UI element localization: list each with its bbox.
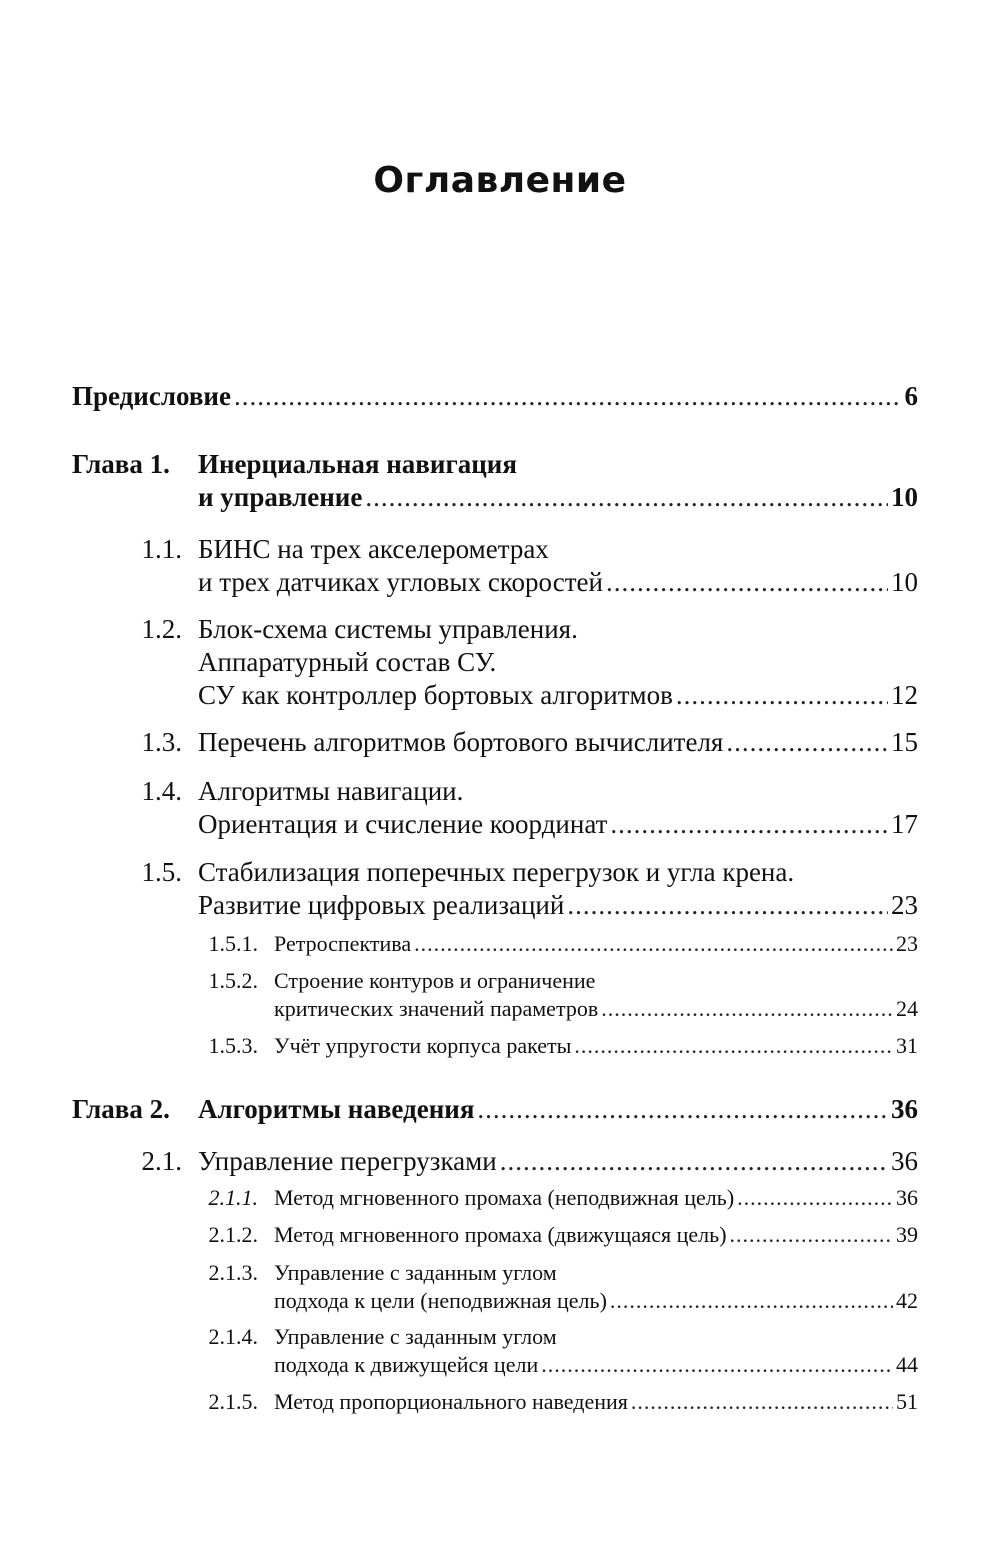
toc-dot-leader [631,1388,893,1416]
toc-dot-leader [610,808,888,841]
toc-entry-number: Глава 2. [72,1094,170,1124]
toc-entry-number: 2.1.1. [208,1185,258,1210]
toc-entry-line: Ретроспектива [274,931,412,956]
toc-dot-leader [601,995,893,1023]
toc-dot-leader [737,1184,893,1212]
toc-page-number: 17 [891,809,918,839]
toc-page-number: 36 [896,1185,918,1210]
toc-entry-subsection-2-1-1[interactable] [186,1184,918,1212]
toc-entry-section-1-2[interactable] [120,613,918,712]
toc-entry-number: 1.3. [141,727,182,757]
toc-dot-leader [477,1093,888,1126]
toc-entry-line: Аппаратурный состав СУ. [198,647,497,677]
toc-page-number: 10 [891,482,918,512]
toc-entry-section-1-5[interactable] [120,856,918,922]
toc-entry-line: Алгоритмы наведения [198,1094,475,1124]
toc-entry-line: Инерциальная навигация [198,449,517,479]
toc-entry-line: Строение контуров и ограничение [274,968,596,993]
toc-entry-line: Блок-схема системы управления. [198,614,578,644]
toc-dot-leader [730,1221,893,1249]
toc-page-number: 39 [896,1222,918,1247]
toc-page-number: 36 [891,1146,918,1176]
toc-dot-leader [676,679,888,712]
toc-entry-line: Управление с заданным углом [274,1260,557,1285]
toc-entry-number: 2.1. [141,1146,182,1176]
toc-entry-line: подхода к движущейся цели [274,1352,539,1377]
toc-entry-chapter-2[interactable] [72,1093,918,1126]
toc-page-number: 24 [896,996,918,1021]
toc-page-number: 15 [891,727,918,757]
toc-entry-line: Метод мгновенного промаха (неподвижная цель) [274,1185,735,1210]
toc-entry-line: Управление перегрузками [198,1146,497,1176]
toc-page-number: 51 [896,1389,918,1414]
toc-page-number: 31 [896,1033,918,1058]
toc-entry-line: Метод мгновенного промаха (движущаяся цель) [274,1222,727,1247]
toc-dot-leader [726,726,888,759]
toc-entry-number: 2.1.4. [208,1324,258,1349]
toc-entry-line: СУ как контроллер бортовых алгоритмов [198,680,673,710]
toc-dot-leader [541,1351,893,1379]
toc-entry-number: Глава 1. [72,449,170,479]
toc-entry-subsection-1-5-1[interactable] [186,930,918,958]
toc-entry-subsection-1-5-2[interactable] [186,967,918,1023]
toc-entry-number: 2.1.5. [208,1389,258,1414]
toc-entry-subsection-2-1-4[interactable] [186,1323,918,1379]
toc-dot-leader [234,380,902,413]
toc-entry-line: Метод пропорционального наведения [274,1389,628,1414]
toc-entry-number: 2.1.2. [208,1222,258,1247]
toc-page-number: 42 [896,1288,918,1313]
toc-entry-line: Управление с заданным углом [274,1324,557,1349]
toc-entry-section-1-4[interactable] [120,775,918,841]
toc-entry-line: и управление [198,482,363,512]
toc-page-number: 6 [904,381,918,411]
toc-entry-number: 1.2. [141,614,182,644]
toc-entry-line: и трех датчиках угловых скоростей [198,567,603,597]
toc-entry-line: Стабилизация поперечных перегрузок и угла крена. [198,857,795,887]
toc-entry-section-1-1[interactable] [120,533,918,599]
toc-dot-leader [574,1032,893,1060]
toc-page-number: 23 [891,890,918,920]
toc-dot-leader [606,566,888,599]
toc-entry-preface[interactable] [72,380,918,413]
toc-dot-leader [500,1145,888,1178]
toc-entry-number: 1.5.2. [208,968,258,993]
toc-entry-subsection-1-5-3[interactable] [186,1032,918,1060]
toc-page-number: 10 [891,567,918,597]
toc-page-number: 23 [896,931,918,956]
toc-entry-line: критических значений параметров [274,996,599,1021]
toc-dot-leader [414,930,893,958]
toc-dot-leader [365,481,888,514]
toc-entry-subsection-2-1-3[interactable] [186,1259,918,1315]
toc-entry-subsection-2-1-2[interactable] [186,1221,918,1249]
toc-page-number: 36 [891,1094,918,1124]
toc-entry-number: 2.1.3. [208,1260,258,1285]
toc-entry-line: Развитие цифровых реализаций [198,890,565,920]
toc-entry-line: Перечень алгоритмов бортового вычислителя [198,727,724,757]
toc-page-number: 44 [896,1352,918,1377]
toc-entry-number: 1.4. [141,776,182,806]
toc-entry-line: Учёт упругости корпуса ракеты [274,1033,572,1058]
toc-entry-subsection-2-1-5[interactable] [186,1388,918,1416]
toc-entry-chapter-1[interactable] [72,448,918,514]
toc-entry-line: Ориентация и счисление координат [198,809,608,839]
toc-entry-number: 1.5.1. [208,931,258,956]
page-title: Оглавление [373,160,627,201]
toc-entry-number: 1.1. [141,534,182,564]
toc-entry-section-1-3[interactable] [120,726,918,759]
toc-entry-number: 1.5. [141,857,182,887]
toc-dot-leader [567,889,888,922]
toc-entry-number: 1.5.3. [208,1033,258,1058]
toc-page-number: 12 [891,680,918,710]
toc-entry-line: Алгоритмы навигации. [198,776,464,806]
toc-entry-line: БИНС на трех акселерометрах [198,534,549,564]
toc-entry-line: подхода к цели (неподвижная цель) [274,1288,607,1313]
toc-entry-label: Предисловие [72,381,231,411]
toc-entry-section-2-1[interactable] [120,1145,918,1178]
toc-dot-leader [610,1287,893,1315]
